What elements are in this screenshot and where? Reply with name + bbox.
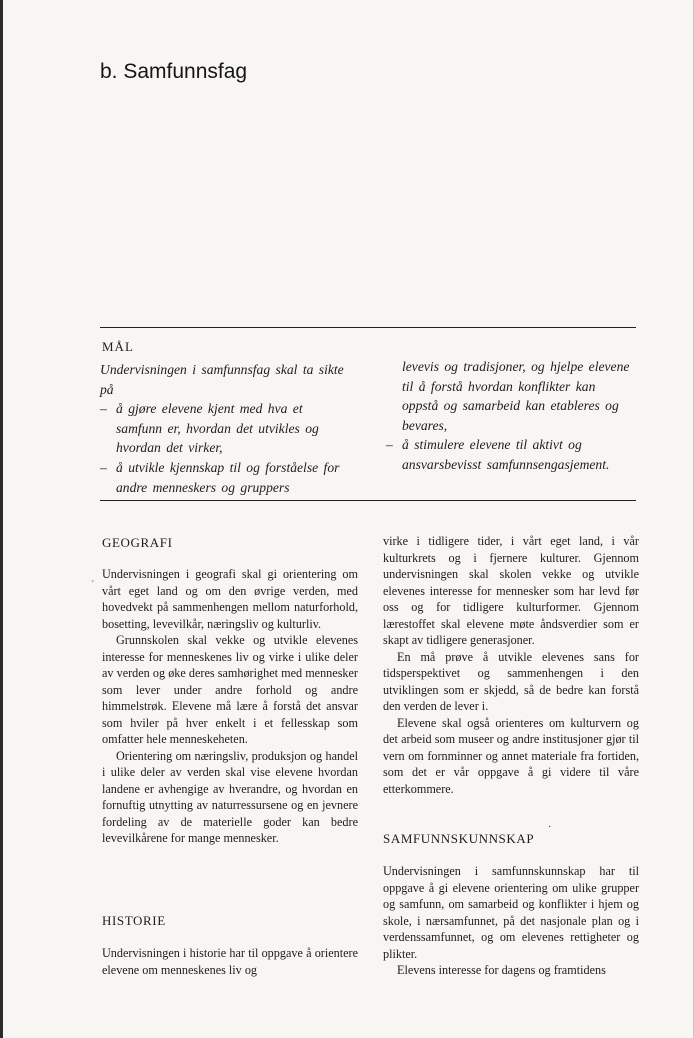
historie-paragraph-1-start: Undervisningen i historie har til oppgave å orientere elevene om menneskenes liv og bbox=[102, 946, 358, 977]
dash-bullet: – bbox=[100, 459, 107, 475]
mal-label: MÅL bbox=[102, 339, 134, 354]
mal-goal-3 bbox=[386, 435, 634, 474]
mal-goal-1 bbox=[100, 399, 348, 458]
geografi-heading: GEOGRAFI bbox=[102, 535, 173, 550]
mal-right-column bbox=[386, 357, 634, 475]
dash-bullet: – bbox=[386, 437, 393, 453]
samfunnskunnskap-paragraph-2-start: Elevens interesse for dagens og framtidens bbox=[397, 963, 606, 977]
geografi-paragraph-1: Undervisningen i geografi skal gi orientering om vårt eget land og om den øvrige verden, med hovedvekt på sammenhengen mellom naturforhold, bosetting, levevilkår, næringsliv og kulturliv. bbox=[102, 567, 358, 631]
mal-intro: Undervisningen i samfunnsfag skal ta sikte på bbox=[100, 362, 344, 397]
mal-top-rule bbox=[100, 327, 636, 328]
historie-paragraph-1-end: virke i tidligere tider, i vårt eget land, i vår kulturkrets og i fjernere kulturer. Gjennom undervisningen skal skolen vekke og utvikle elevenes interesse for mennesker som har levd før oss og for tidligere kulturformer. Gjennom lærestoffet skal elevene møte åndsverdier som er skapt av tidligere generasjoner. bbox=[383, 534, 639, 647]
historie-paragraph-2: En må prøve å utvikle elevenes sans for tidsperspektivet og sammenhengen i den utviklingen som er skjedd, så de bedre kan forstå den verden de lever i. bbox=[383, 649, 639, 713]
mal-bottom-rule bbox=[100, 500, 636, 501]
historie-body-right bbox=[383, 533, 639, 797]
samfunnskunnskap-heading: SAMFUNNSKUNNSKAP bbox=[383, 831, 535, 846]
historie-paragraph-3: Elevene skal også orienteres om kulturvern og det arbeid som museer og andre institusjoner gjør til vern om fornminner og annet materiale fra fortiden, som det er vår oppgave å gi videre til våre etterkommere. bbox=[383, 715, 639, 796]
historie-heading: HISTORIE bbox=[102, 913, 166, 928]
samfunnskunnskap-body bbox=[383, 863, 639, 979]
mal-goal-2-continued bbox=[386, 357, 634, 435]
mal-goal-1-text: å gjøre elevene kjent med hva et samfunn er, hvordan det utvikles og hvordan det virker, bbox=[116, 401, 319, 456]
samfunnskunnskap-paragraph-1: Undervisningen i samfunnskunnskap har til oppgave å gi elevene orientering om ulike grupper og samfunn, om samarbeid og konflikter i hjem og skole, i nærsamfunnet, på det nasjonale plan og i verdenssamfunnet, og om elevenes rettigheter og plikter. bbox=[383, 864, 639, 961]
scan-speck: ´ bbox=[91, 580, 95, 591]
mal-goal-2-continued-text: levevis og tradisjoner, og hjelpe elevene til å forstå hvordan konflikter kan oppstå og samarbeid kan etableres og bevares, bbox=[402, 359, 630, 433]
scan-left-edge bbox=[0, 0, 3, 1038]
geografi-body bbox=[102, 566, 358, 847]
page-heading: b. Samfunnsfag bbox=[100, 60, 248, 83]
mal-goal-3-text: å stimulere elevene til aktivt og ansvarsbevisst samfunnsengasjement. bbox=[402, 437, 610, 472]
mal-goal-2-text: å utvikle kjennskap til og forståelse for andre menneskers og gruppers bbox=[116, 459, 340, 495]
mal-goal-2 bbox=[100, 458, 348, 497]
historie-body-left bbox=[102, 945, 358, 978]
geografi-paragraph-2: Grunnskolen skal vekke og utvikle elevenes interesse for menneskenes liv og virke i ulike deler av verden og øke deres samhørighet med mennesker som lever under andre forhold og andre himmelstrøk. Elevene må lære å forstå det ansvar som hviler på hver enkelt i et fellesskap som omfatter hele menneskeheten. bbox=[102, 633, 358, 746]
dash-bullet: – bbox=[100, 401, 107, 417]
geografi-paragraph-3: Orientering om næringsliv, produksjon og handel i ulike deler av verden skal vise elevene hvordan landene er avhengige av hverandre, og hvordan en fornuftig utnytting av naturressursene og en jevnere fordeling av de materielle goder kan bedre levevilkårene for mange mennesker. bbox=[102, 748, 358, 845]
scan-speck: · bbox=[548, 822, 552, 833]
mal-left-column bbox=[100, 360, 348, 497]
